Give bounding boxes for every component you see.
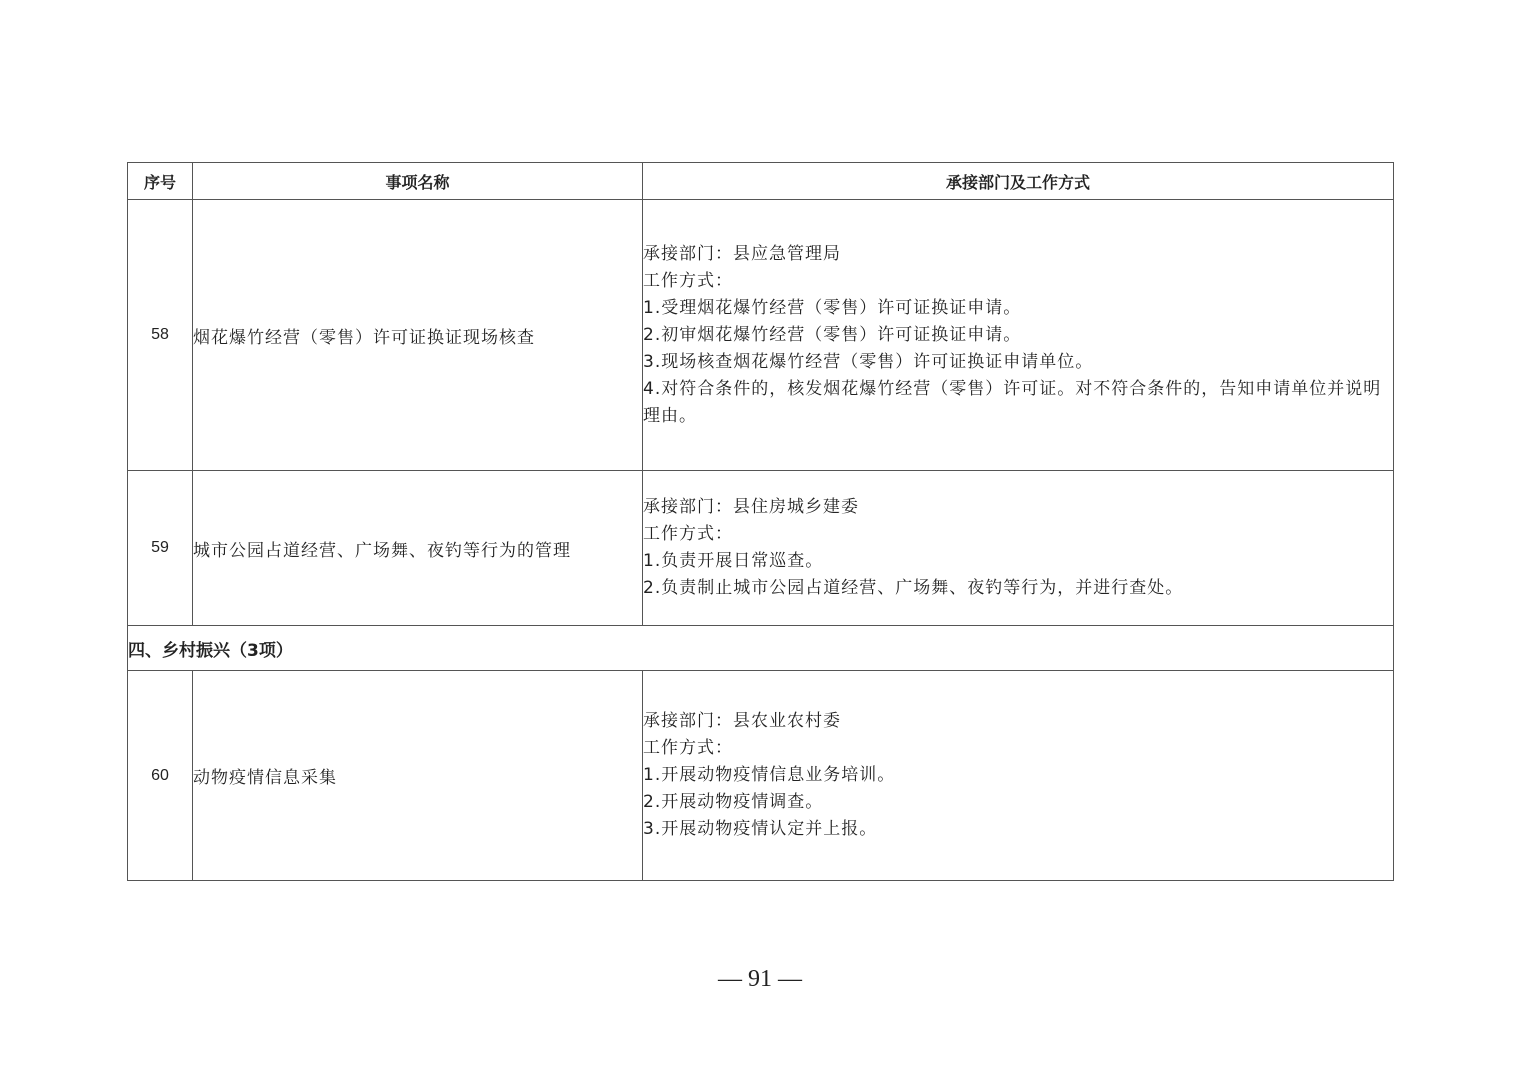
work-line: 承接部门：县住房城乡建委: [643, 497, 859, 517]
header-name: 事项名称: [193, 163, 643, 200]
row-work: [643, 200, 1394, 471]
work-line: 承接部门：县应急管理局: [643, 243, 841, 264]
table-header-row: [128, 163, 1394, 200]
table-row: [128, 471, 1394, 626]
row-number: 58: [128, 200, 193, 471]
row-work: [643, 471, 1394, 626]
work-line: 2.负责制止城市公园占道经营、广场舞、夜钓等行为，并进行查处。: [643, 578, 1184, 598]
work-line: 工作方式：: [643, 738, 733, 758]
work-line: 1.负责开展日常巡查。: [643, 551, 824, 571]
table-row: [128, 200, 1394, 471]
work-line: 2.开展动物疫情调查。: [643, 792, 824, 812]
work-line: 2.初审烟花爆竹经营（零售）许可证换证申请。: [643, 324, 1022, 345]
row-name: 动物疫情信息采集: [193, 671, 643, 881]
work-line: 1.受理烟花爆竹经营（零售）许可证换证申请。: [643, 297, 1022, 318]
table-row: [128, 671, 1394, 881]
page-number: — 91 —: [718, 966, 802, 992]
row-name: 城市公园占道经营、广场舞、夜钓等行为的管理: [193, 471, 643, 626]
work-line: 承接部门：县农业农村委: [643, 711, 841, 731]
row-number: 59: [128, 471, 193, 626]
work-line: 工作方式：: [643, 270, 733, 291]
work-line: 1.开展动物疫情信息业务培训。: [643, 765, 896, 785]
header-dept: 承接部门及工作方式: [643, 163, 1394, 200]
work-line: 3.现场核查烟花爆竹经营（零售）许可证换证申请单位。: [643, 351, 1094, 372]
work-line: 4.对符合条件的，核发烟花爆竹经营（零售）许可证。对不符合条件的，告知申请单位并说明理由。: [643, 378, 1382, 426]
section-row: [128, 626, 1394, 671]
work-line: 3.开展动物疫情认定并上报。: [643, 819, 878, 839]
section-title: 四、乡村振兴（3项）: [128, 626, 1394, 671]
row-name: 烟花爆竹经营（零售）许可证换证现场核查: [193, 200, 643, 471]
matters-table: [127, 162, 1394, 881]
work-line: 工作方式：: [643, 524, 733, 544]
row-work: [643, 671, 1394, 881]
row-number: 60: [128, 671, 193, 881]
header-num: 序号: [128, 163, 193, 200]
